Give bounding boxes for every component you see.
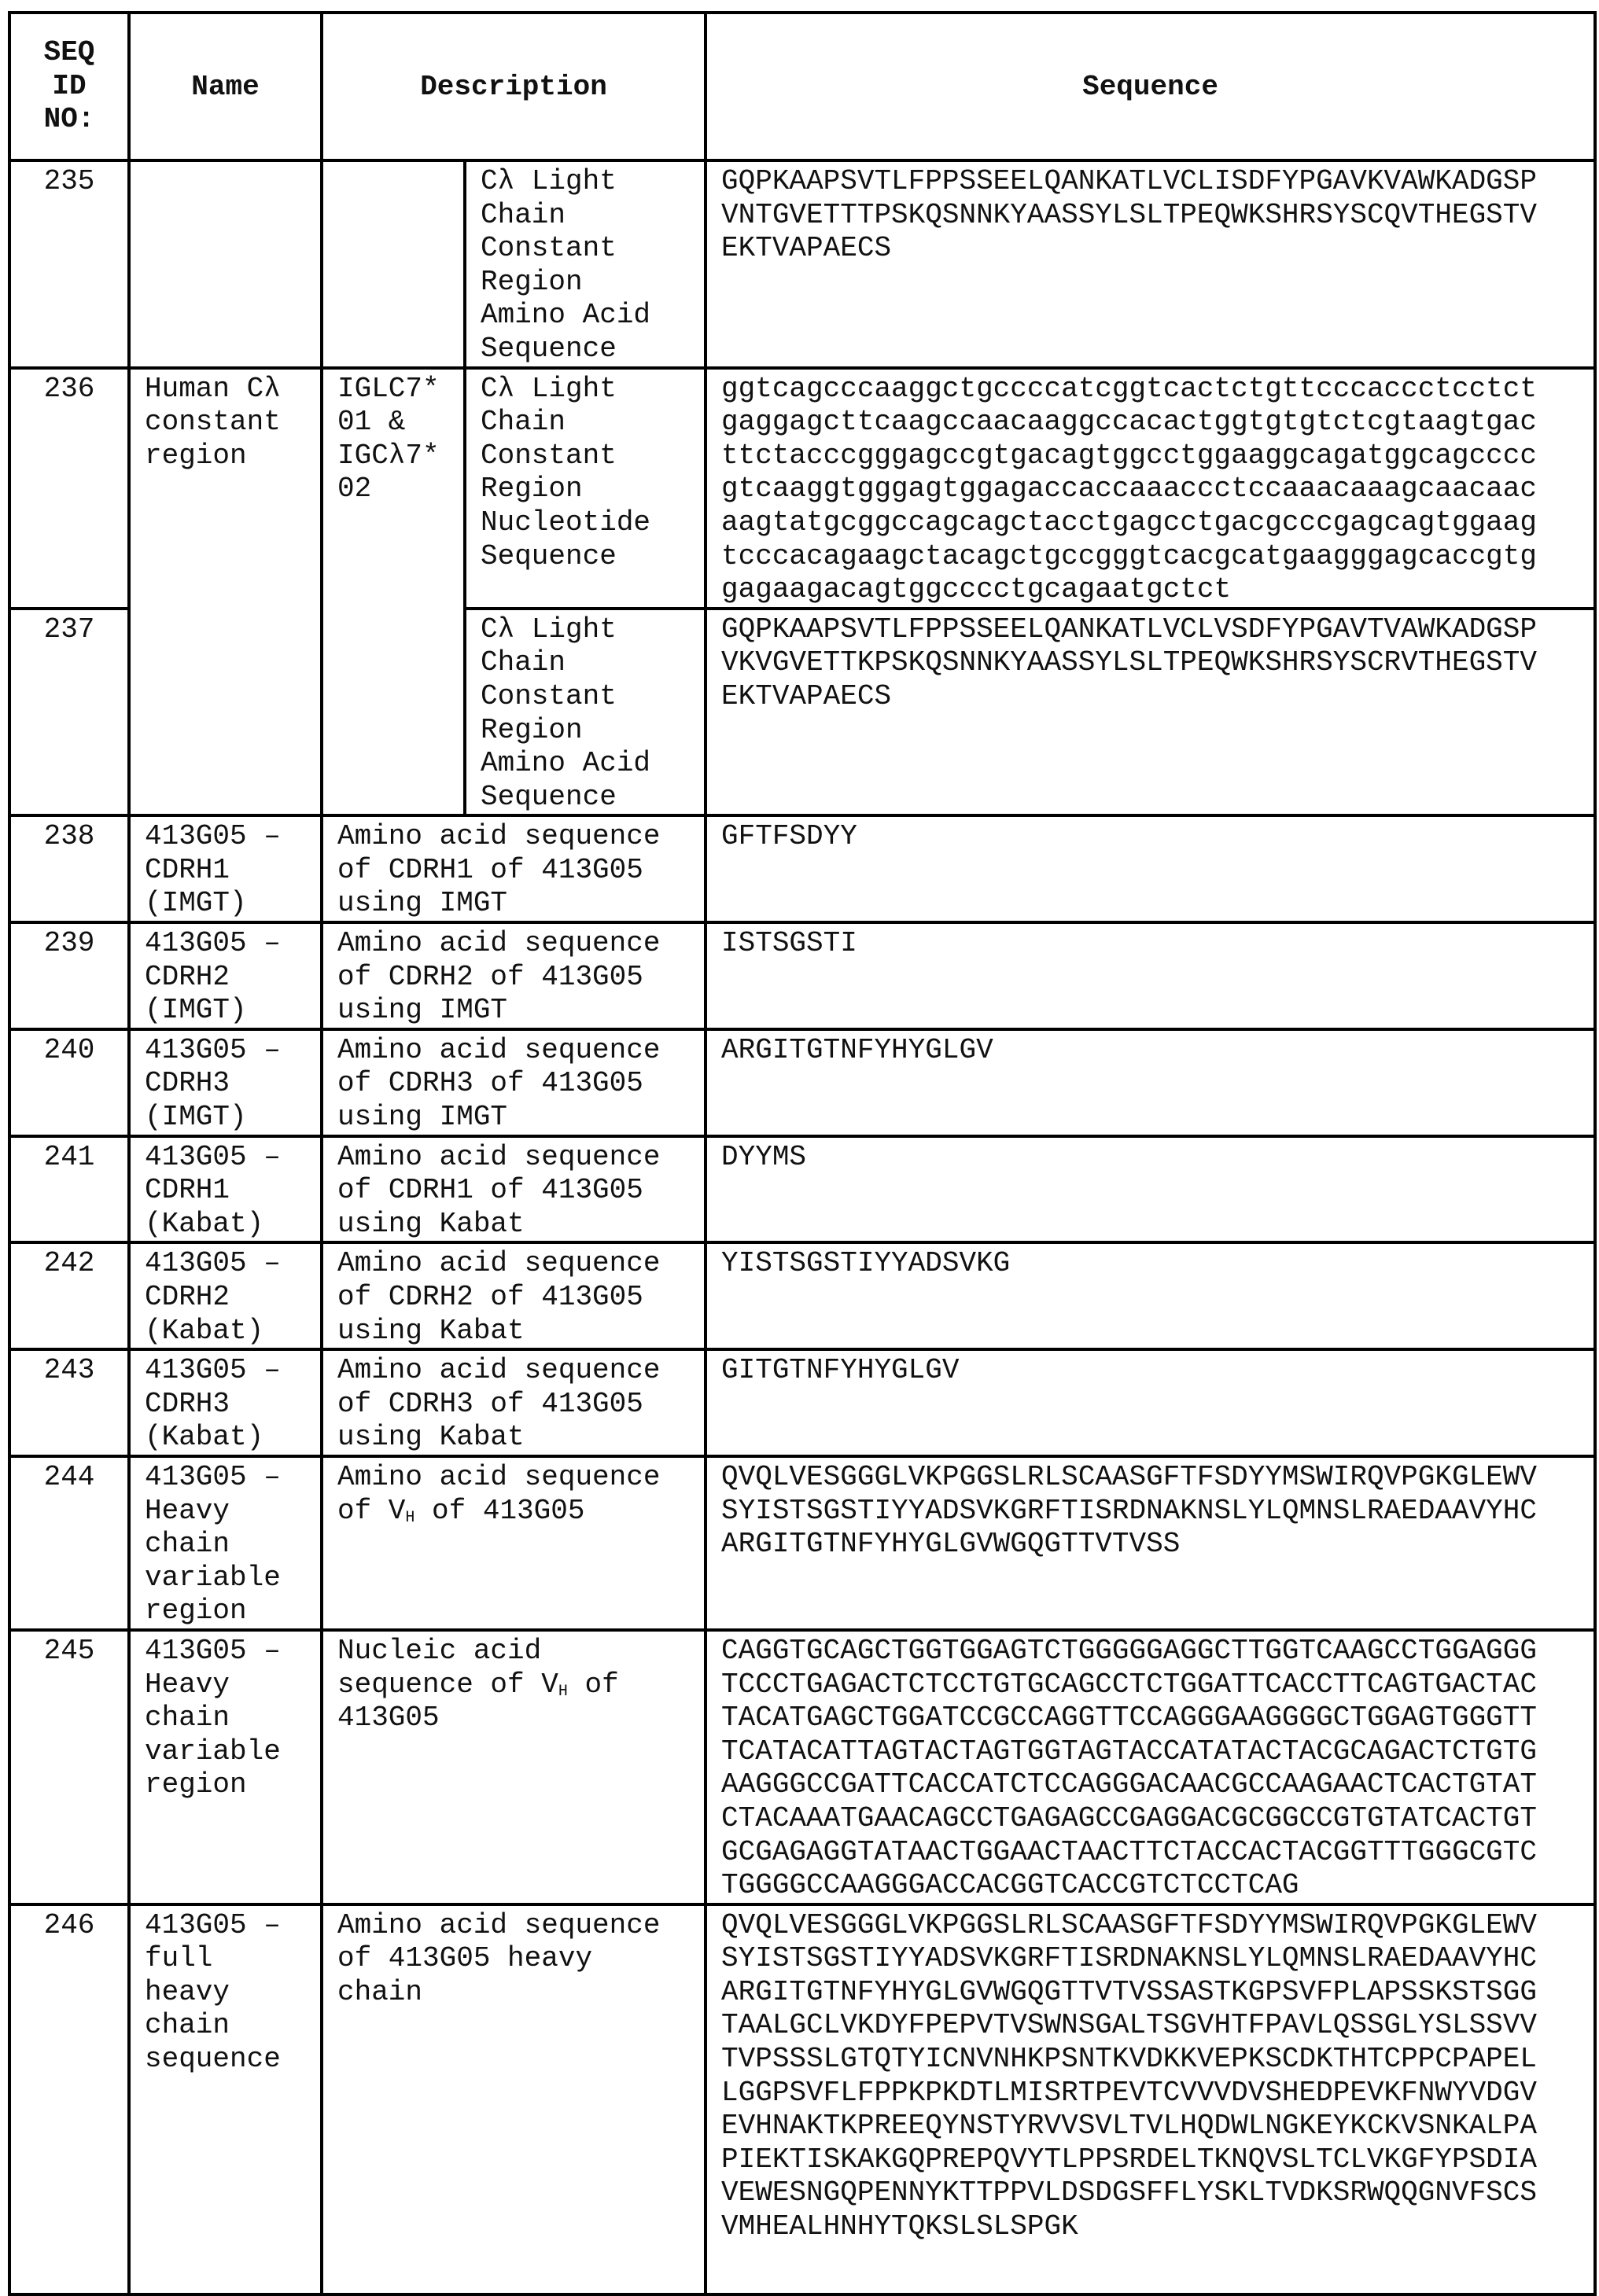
header-seq-id (9, 13, 129, 160)
table-row (9, 1904, 1595, 2294)
description-cell (322, 1904, 706, 2294)
description-cell (322, 1630, 706, 1904)
name-cell (129, 1029, 322, 1136)
name-cell (129, 1630, 322, 1904)
seq-id: 238 (14, 820, 124, 854)
header-name: Name (129, 13, 322, 160)
name-cell-line: chain (145, 2009, 306, 2043)
description-cell-line: of 413G05 heavy (337, 1942, 690, 1976)
name-cell-line: variable (145, 1562, 306, 1595)
sequence-cell-line: VEWESNGQPENNYKTTPPVLDSDGSFFLYSKLTVDKSRWQQGNVFSCS (721, 2176, 1579, 2210)
description-sub-b (465, 609, 706, 816)
description-sub-b-line: Chain (481, 199, 690, 233)
description-cell-line: 413G05 (337, 1702, 690, 1735)
sequence-cell-line: ttctacccgggagccgtgacagtggcctggaaggcagatggcagcccc (721, 440, 1579, 473)
subscript: H (405, 1509, 414, 1527)
sequence-cell (706, 1029, 1595, 1136)
description-cell (322, 922, 706, 1029)
seq-id: 235 (14, 165, 124, 199)
name-cell-line: 413G05 – (145, 820, 306, 854)
description-sub-a-line: IGCλ7* (337, 440, 449, 473)
name-cell-line: heavy (145, 1976, 306, 2010)
description-cell-line: using Kabat (337, 1315, 690, 1349)
sequence-cell-line: GITGTNFYHYGLGV (721, 1354, 1579, 1388)
header-row (9, 13, 1595, 160)
sequence-cell-line: TGGGGCCAAGGGACCACGGTCACCGTCTCCTCAG (721, 1869, 1579, 1903)
description-cell (322, 1029, 706, 1136)
description-cell-line: using IMGT (337, 1101, 690, 1135)
name-cell-line: 413G05 – (145, 1909, 306, 1943)
sequence-cell-line: VKVGVETTKPSKQSNNKYAASSYLSLTPEQWKSHRSYSCRVTHEGSTV (721, 646, 1579, 680)
sequence-cell-line: ARGITGTNFYHYGLGVWGQGTTVTVSS (721, 1528, 1579, 1562)
name-cell-line: CDRH3 (145, 1067, 306, 1101)
sequence-cell (706, 1904, 1595, 2294)
name-cell-line: CDRH1 (145, 1174, 306, 1208)
description-sub-b-line: Cλ Light (481, 613, 690, 647)
description-cell-line (337, 1669, 690, 1702)
name-cell-line: chain (145, 1702, 306, 1735)
description-cell-line (337, 1495, 690, 1529)
description-sub-b-line: Region (481, 473, 690, 506)
name-cell-line: CDRH1 (145, 854, 306, 888)
description-cell-line: Amino acid sequence (337, 927, 690, 961)
sequence-cell-line: gtcaaggtgggagtggagaccaccaaaccctccaaacaaagcaacaac (721, 473, 1579, 506)
name-cell-line: region (145, 1768, 306, 1802)
sequence-cell-line: AAGGGCCGATTCACCATCTCCAGGGACAACGCCAAGAACTCACTGTAT (721, 1768, 1579, 1802)
name-cell-line: Heavy (145, 1669, 306, 1702)
name-cell-line: chain (145, 1528, 306, 1562)
text-part: of (568, 1669, 619, 1701)
seq-id: 245 (14, 1635, 124, 1669)
sequence-cell-line: TCATACATTAGTACTAGTGGTAGTACCATATACTACGCAGACTCTGTG (721, 1735, 1579, 1769)
name-cell (129, 160, 322, 368)
description-cell-line: using Kabat (337, 1421, 690, 1455)
name-cell-line: 413G05 – (145, 1354, 306, 1388)
name-cell-line: (Kabat) (145, 1421, 306, 1455)
name-cell-line: Human Cλ (145, 373, 306, 407)
sequence-cell-line: GCGAGAGGTATAACTGGAACTAACTTCTACCACTACGGTTTGGGCGTC (721, 1836, 1579, 1870)
sequence-cell (706, 368, 1595, 609)
name-cell-line: (Kabat) (145, 1315, 306, 1349)
description-sub-b-line: Region (481, 266, 690, 300)
sequence-cell-line: ISTSGSTI (721, 927, 1579, 961)
sequence-cell-line: VNTGVETTTPSKQSNNKYAASSYLSLTPEQWKSHRSYSCQVTHEGSTV (721, 199, 1579, 233)
sequence-cell-line: VMHEALHNHYTQKSLSLSPGK (721, 2210, 1579, 2244)
sequence-cell-line: EKTVAPAECS (721, 232, 1579, 266)
description-cell-line: chain (337, 1976, 690, 2010)
sequence-cell-line: tcccacagaagctacagctgccgggtcacgcatgaagggagcaccgtg (721, 540, 1579, 574)
description-sub-b-line: Amino Acid (481, 299, 690, 333)
seq-id-cell (9, 368, 129, 609)
sequence-cell-line: DYYMS (721, 1141, 1579, 1175)
sequence-cell-line: ARGITGTNFYHYGLGV (721, 1034, 1579, 1068)
table-row (9, 368, 1595, 609)
table-row (9, 922, 1595, 1029)
description-sub-b-line: Nucleotide (481, 506, 690, 540)
seq-id-cell (9, 1242, 129, 1349)
description-sub-b-line: Cλ Light (481, 165, 690, 199)
description-cell-line: of CDRH2 of 413G05 (337, 1281, 690, 1315)
name-cell-line: variable (145, 1735, 306, 1769)
description-cell-line: of CDRH1 of 413G05 (337, 854, 690, 888)
table-row (9, 1029, 1595, 1136)
seq-id: 236 (14, 373, 124, 407)
sequence-cell (706, 1349, 1595, 1456)
table-row (9, 1242, 1595, 1349)
name-cell-line: (IMGT) (145, 1101, 306, 1135)
subscript: H (558, 1683, 568, 1701)
sequence-cell (706, 609, 1595, 816)
text-part: of V (337, 1495, 405, 1527)
seq-id-cell (9, 609, 129, 816)
description-sub-a-line: 02 (337, 473, 449, 506)
description-sub-b (465, 160, 706, 368)
seq-id: 244 (14, 1461, 124, 1495)
seq-id-cell (9, 1904, 129, 2294)
description-cell-line: Amino acid sequence (337, 820, 690, 854)
seq-id-cell (9, 1456, 129, 1630)
description-cell (322, 1349, 706, 1456)
seq-id: 239 (14, 927, 124, 961)
name-cell-line: CDRH2 (145, 961, 306, 995)
description-sub-b-line: Amino Acid (481, 747, 690, 781)
sequence-cell-line: QVQLVESGGGLVKPGGSLRLSCAASGFTFSDYYMSWIRQVPGKGLEWV (721, 1461, 1579, 1495)
sequence-cell-line: EVHNAKTKPREEQYNSTYRVVSVLTVLHQDWLNGKEYKCKVSNKALPA (721, 2110, 1579, 2143)
sequence-cell-line: GQPKAAPSVTLFPPSSEELQANKATLVCLVSDFYPGAVTVAWKADGSP (721, 613, 1579, 647)
sequence-cell (706, 160, 1595, 368)
header-seq-id-line: NO: (16, 103, 123, 137)
name-cell-line: 413G05 – (145, 1034, 306, 1068)
description-sub-b-line: Region (481, 714, 690, 748)
sequence-cell (706, 1136, 1595, 1243)
table-row (9, 1630, 1595, 1904)
name-cell-line: 413G05 – (145, 927, 306, 961)
description-sub-b (465, 368, 706, 609)
seq-id: 240 (14, 1034, 124, 1068)
name-cell (129, 922, 322, 1029)
seq-id-cell (9, 922, 129, 1029)
seq-id-cell (9, 1029, 129, 1136)
description-cell-line: of CDRH3 of 413G05 (337, 1067, 690, 1101)
sequence-cell (706, 815, 1595, 922)
sequence-cell-line: QVQLVESGGGLVKPGGSLRLSCAASGFTFSDYYMSWIRQVPGKGLEWV (721, 1909, 1579, 1943)
description-cell-line: using IMGT (337, 994, 690, 1028)
sequence-cell-line: GQPKAAPSVTLFPPSSEELQANKATLVCLISDFYPGAVKVAWKADGSP (721, 165, 1579, 199)
name-cell-line: Heavy (145, 1495, 306, 1529)
description-cell (322, 1242, 706, 1349)
sequence-cell-line: EKTVAPAECS (721, 680, 1579, 714)
seq-id-cell (9, 1630, 129, 1904)
table-row (9, 1456, 1595, 1630)
description-cell-line: Amino acid sequence (337, 1034, 690, 1068)
sequence-cell-line: gaggagcttcaagccaacaaggccacactggtgtgtctcgtaagtgac (721, 406, 1579, 440)
sequence-cell (706, 1242, 1595, 1349)
sequence-cell-line: LGGPSVFLFPPKPKDTLMISRTPEVTCVVVDVSHEDPEVKFNWYVDGV (721, 2077, 1579, 2110)
name-cell-line: (IMGT) (145, 994, 306, 1028)
table-row (9, 1349, 1595, 1456)
name-cell (129, 1242, 322, 1349)
table-row (9, 160, 1595, 368)
description-sub-a-line: 01 & (337, 406, 449, 440)
description-cell (322, 1456, 706, 1630)
sequence-cell-line: ggtcagcccaaggctgccccatcggtcactctgttcccaccctcctct (721, 373, 1579, 407)
seq-id-cell (9, 1136, 129, 1243)
name-cell-line: (Kabat) (145, 1208, 306, 1242)
text-part: of 413G05 (414, 1495, 584, 1527)
seq-id: 237 (14, 613, 124, 647)
description-sub-b-line: Chain (481, 646, 690, 680)
description-cell-line: using Kabat (337, 1208, 690, 1242)
description-cell-line: of CDRH1 of 413G05 (337, 1174, 690, 1208)
table-row (9, 1136, 1595, 1243)
header-seq-id-line: SEQ (16, 36, 123, 70)
description-sub-b-line: Cλ Light (481, 373, 690, 407)
description-sub-b-line: Constant (481, 680, 690, 714)
name-cell-line: 413G05 – (145, 1141, 306, 1175)
sequence-cell-line: TAALGCLVKDYFPEPVTVSWNSGALTSGVHTFPAVLQSSGLYSLSSVV (721, 2009, 1579, 2043)
sequence-cell-line: PIEKTISKAKGQPREPQVYTLPPSRDELTKNQVSLTCLVKGFYPSDIA (721, 2143, 1579, 2177)
name-cell (129, 1904, 322, 2294)
name-cell (129, 1136, 322, 1243)
description-cell-line: of CDRH3 of 413G05 (337, 1388, 690, 1422)
name-cell-line: sequence (145, 2043, 306, 2077)
description-cell (322, 815, 706, 922)
sequence-cell (706, 922, 1595, 1029)
description-sub-b-line: Constant (481, 232, 690, 266)
description-cell-line: Amino acid sequence (337, 1354, 690, 1388)
sequence-table (8, 11, 1597, 2296)
description-cell-line: Amino acid sequence (337, 1247, 690, 1281)
seq-id: 243 (14, 1354, 124, 1388)
name-cell-line: CDRH2 (145, 1281, 306, 1315)
sequence-cell-line: TVPSSSLGTQTYICNVNHKPSNTKVDKKVEPKSCDKTHTCPPCPAPEL (721, 2043, 1579, 2077)
name-cell-line: CDRH3 (145, 1388, 306, 1422)
description-cell-line: using IMGT (337, 887, 690, 921)
description-sub-b-line: Sequence (481, 781, 690, 815)
name-cell-line: constant (145, 406, 306, 440)
header-seq-id-line: ID (16, 70, 123, 104)
table-row (9, 815, 1595, 922)
header-sequence: Sequence (706, 13, 1595, 160)
description-sub-a (322, 368, 465, 816)
sequence-cell-line: ARGITGTNFYHYGLGVWGQGTTVTVSSASTKGPSVFPLAPSSKSTSGG (721, 1976, 1579, 2010)
description-cell-line: Nucleic acid (337, 1635, 690, 1669)
sequence-cell-line: TCCCTGAGACTCTCCTGTGCAGCCTCTGGATTCACCTTCAGTGACTAC (721, 1669, 1579, 1702)
name-cell-line: region (145, 1595, 306, 1628)
sequence-cell-line: gagaagacagtggcccctgcagaatgctct (721, 573, 1579, 607)
description-cell-line: Amino acid sequence (337, 1909, 690, 1943)
name-cell-line: (IMGT) (145, 887, 306, 921)
name-cell-line: region (145, 440, 306, 473)
name-cell (129, 368, 322, 816)
sequence-cell-line: CAGGTGCAGCTGGTGGAGTCTGGGGGAGGCTTGGTCAAGCCTGGAGGG (721, 1635, 1579, 1669)
sequence-cell-line: GFTFSDYY (721, 820, 1579, 854)
text-part: sequence of V (337, 1669, 558, 1701)
name-cell (129, 815, 322, 922)
description-sub-a (322, 160, 465, 368)
name-cell (129, 1456, 322, 1630)
description-cell-line: of CDRH2 of 413G05 (337, 961, 690, 995)
header-description: Description (322, 13, 706, 160)
name-cell (129, 1349, 322, 1456)
seq-id: 241 (14, 1141, 124, 1175)
seq-id-cell (9, 815, 129, 922)
seq-id-cell (9, 1349, 129, 1456)
sequence-cell-line: TACATGAGCTGGATCCGCCAGGTTCCAGGGAAGGGGCTGGAGTGGGTT (721, 1702, 1579, 1735)
sequence-cell-line: YISTSGSTIYYADSVKG (721, 1247, 1579, 1281)
name-cell-line: full (145, 1942, 306, 1976)
description-cell-line: Amino acid sequence (337, 1141, 690, 1175)
description-sub-a-line: IGLC7* (337, 373, 449, 407)
sequence-cell-line: CTACAAATGAACAGCCTGAGAGCCGAGGACGCGGCCGTGTATCACTGT (721, 1802, 1579, 1836)
sequence-cell-line: SYISTSGSTIYYADSVKGRFTISRDNAKNSLYLQMNSLRAEDAAVYHC (721, 1495, 1579, 1529)
seq-id: 242 (14, 1247, 124, 1281)
seq-id-cell (9, 160, 129, 368)
name-cell-line: 413G05 – (145, 1247, 306, 1281)
sequence-cell-line: aagtatgcggccagcagctacctgagcctgacgcccgagcagtggaag (721, 506, 1579, 540)
sequence-cell (706, 1456, 1595, 1630)
description-cell-line: Amino acid sequence (337, 1461, 690, 1495)
table-body (9, 160, 1595, 2294)
seq-id: 246 (14, 1909, 124, 1943)
sequence-cell (706, 1630, 1595, 1904)
description-cell (322, 1136, 706, 1243)
description-sub-b-line: Constant (481, 440, 690, 473)
sequence-cell-line: SYISTSGSTIYYADSVKGRFTISRDNAKNSLYLQMNSLRAEDAAVYHC (721, 1942, 1579, 1976)
name-cell-line: 413G05 – (145, 1635, 306, 1669)
description-sub-b-line: Chain (481, 406, 690, 440)
description-sub-b-line: Sequence (481, 333, 690, 366)
name-cell-line: 413G05 – (145, 1461, 306, 1495)
description-sub-b-line: Sequence (481, 540, 690, 574)
